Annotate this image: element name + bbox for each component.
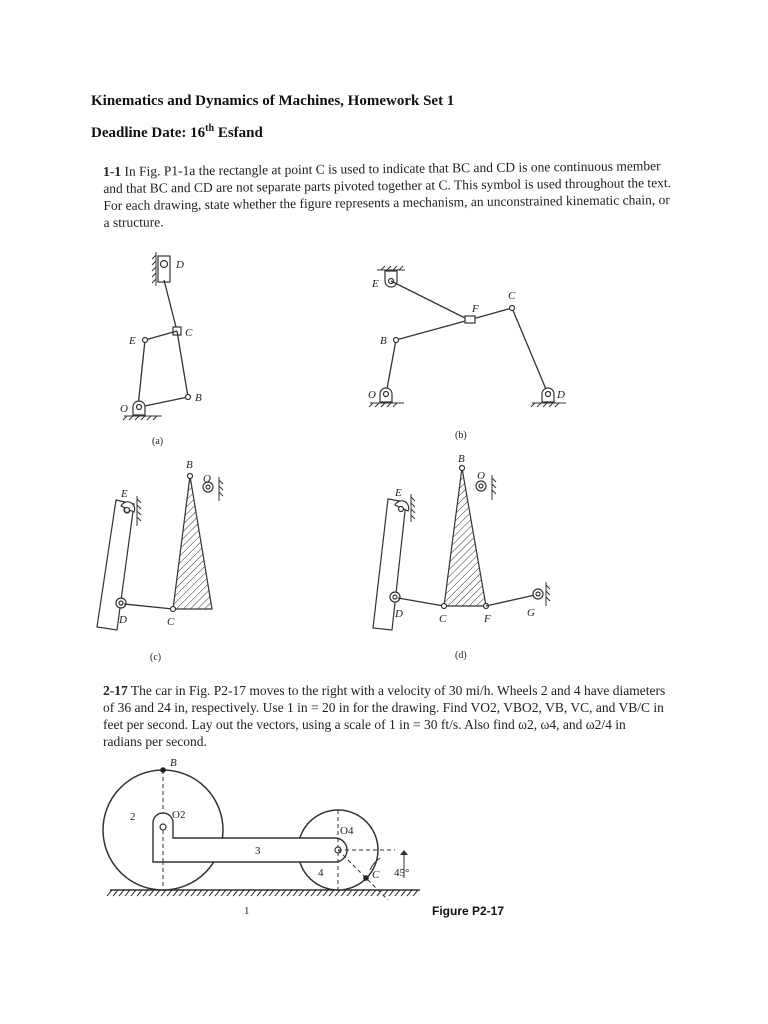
label-b-o: O (368, 389, 376, 401)
label-d-c: C (439, 613, 447, 625)
drawing-c (97, 459, 223, 663)
label-d-o: O (477, 470, 485, 482)
label-d-g: G (527, 607, 535, 619)
label-angle: 45° (394, 867, 410, 879)
label-c-b: B (186, 459, 193, 471)
label-a-e: E (129, 335, 136, 347)
drawing-b (368, 266, 566, 441)
label-p2-b: B (170, 757, 177, 769)
problem-number: 2-17 (103, 683, 128, 698)
label-o4: O4 (340, 825, 354, 837)
label-d-d: D (395, 608, 403, 620)
document-title: Kinematics and Dynamics of Machines, Homework Set 1 (91, 93, 455, 109)
label-d-b: B (458, 453, 465, 465)
figure-caption: Figure P2-17 (432, 904, 505, 918)
label-b-e: E (372, 278, 379, 290)
label-a-o: O (120, 403, 128, 415)
caption-d: (d) (455, 650, 467, 661)
label-a-c: C (185, 327, 193, 339)
label-c-e: E (121, 488, 128, 500)
drawing-a (120, 252, 202, 447)
label-b-b: B (380, 335, 387, 347)
label-b-c: C (508, 290, 516, 302)
deadline-suffix: Esfand (214, 125, 263, 141)
label-o2: O2 (172, 809, 186, 821)
label-b-d: D (557, 389, 565, 401)
label-wheel-4: 4 (318, 867, 324, 879)
problem-number: 1-1 (103, 163, 122, 179)
deadline-sup: th (205, 123, 215, 134)
label-a-d: D (176, 259, 184, 271)
problem-2-17 (103, 682, 668, 750)
deadline-prefix: Deadline Date: 16 (91, 125, 206, 141)
caption-a: (a) (152, 436, 164, 447)
label-b-f: F (472, 303, 479, 315)
label-wheel-2: 2 (130, 811, 136, 823)
label-a-b: B (195, 392, 202, 404)
caption-c: (c) (150, 652, 162, 663)
label-c-o: O (203, 473, 211, 485)
drawing-d (373, 453, 550, 661)
label-p2-c: C (372, 869, 380, 881)
label-link-3: 3 (255, 845, 261, 857)
label-c-c: C (167, 616, 175, 628)
caption-b: (b) (455, 430, 467, 441)
problem-text: In Fig. P1-1a the rectangle at point C is used to indicate that BC and CD is one continuous member and that BC and CD are not separate parts pivoted together at C. This symbol is used throughout the text. For each drawing, state whether the figure represents a mechanism, an unconstrained kinematic chain, or a structure. (103, 158, 672, 230)
figure-p2-17 (103, 757, 420, 917)
label-d-f: F (484, 613, 491, 625)
problem-text: The car in Fig. P2-17 moves to the right with a velocity of 30 mi/h. Wheels 2 and 4 have diameters of 36 and 24 in, respectively. Use 1 in = 20 in for the drawing. Find VO2, VBO2, VB, VC, and VB/C in feet per second. Lay out the vectors, using a scale of 1 in = 30 ft/s. Also find ω2, ω4, and ω2/4 in radians per second. (103, 683, 666, 749)
label-d-e: E (395, 487, 402, 499)
label-ground: 1 (244, 905, 250, 917)
label-c-d: D (119, 614, 127, 626)
